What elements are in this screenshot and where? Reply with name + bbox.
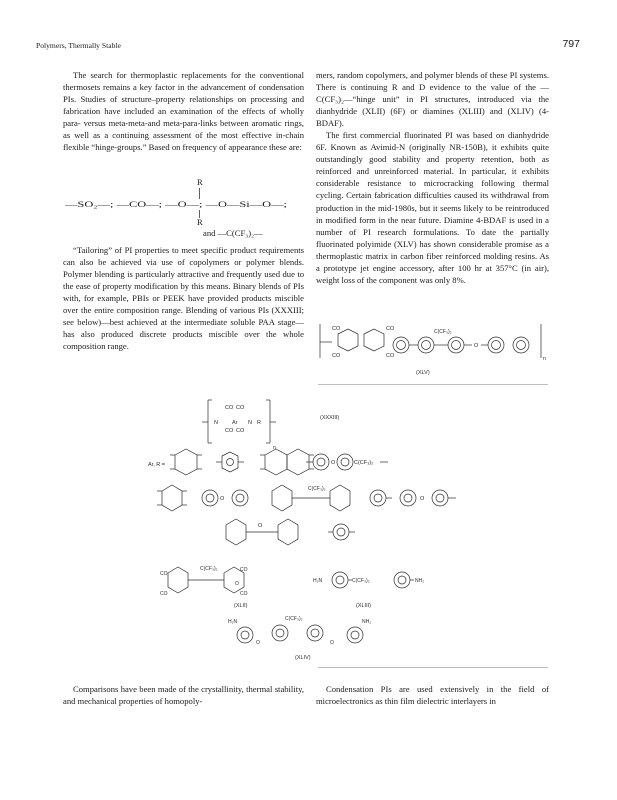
separator-top — [318, 384, 548, 385]
xlii-cf3: C(CF₃)₂ — [200, 566, 218, 572]
structure-xlv — [316, 316, 549, 378]
xlii-co-4: CO — [240, 591, 248, 597]
label-xxxiii: (XXXIII) — [320, 415, 340, 421]
formula-groups: —SO₂—; —CO—; —O—; —O—Si—O—; — [63, 199, 287, 209]
row2-o-2: O — [420, 496, 425, 502]
xlii-o: O — [235, 581, 239, 587]
ar-r-label: Ar, R = — [148, 462, 165, 468]
right-paragraph-1: mers, random copolymers, and polymer blends of these PI systems. There is continuing R and D evidence to the value of the —C(CF₃)₂—“hinge unit” in PI structures, introduced via the dianhydride (XLII) (6F) or diamines (XLIII) and (XLIV) (4-BDAF). — [316, 70, 549, 129]
xliv-o-2: O — [330, 640, 334, 646]
row2-o-1: O — [220, 496, 225, 502]
separator-bottom — [318, 667, 548, 668]
formula-r-top: R — [197, 177, 203, 187]
xliv-h2n: H₂N — [228, 619, 238, 625]
xlv-co-2: CO — [332, 353, 341, 359]
left-paragraph-1: The search for thermoplastic replacements for the conventional thermosets remains a key factor in the advancement of condensation PIs. Studies of structure–property relationships on processing and fabrication have included an examination of the effects of wholly para- versus meta-meta-and meta-para-links between aromatic rings, as well as a continuing assessment of the most effective in-chain flexible “hinge-groups.” Based on frequency of appearance these are: — [63, 70, 304, 153]
xlii-co-1: CO — [160, 571, 168, 577]
label-xliii: (XLIII) — [356, 603, 371, 609]
xxxiii-co-3: CO — [225, 428, 234, 434]
xlii-co-2: CO — [160, 591, 168, 597]
xxxiii-ar: Ar — [232, 420, 238, 426]
xxxiii-co-2: CO — [236, 405, 245, 411]
xliii-nh2: NH₂ — [415, 578, 425, 584]
xxxiii-n-left: N — [214, 420, 218, 426]
hinge-groups-formula — [63, 176, 304, 238]
bottom-right-text: Condensation PIs are used extensively in the field of microelectronics as thin film dielectric interlayers in — [316, 684, 549, 707]
xlv-subscript-n: n — [543, 356, 546, 362]
row1-cf3: C(CF₃)₂ — [354, 460, 374, 466]
xxxiii-r: R — [257, 420, 261, 426]
xlv-cf3: C(CF₃)₂ — [434, 329, 452, 335]
right-column — [316, 69, 549, 286]
xxxiii-n-right: N — [248, 420, 252, 426]
running-title: Polymers, Thermally Stable — [36, 41, 121, 50]
row1-o: O — [331, 460, 336, 466]
left-column-lower — [63, 244, 304, 352]
xlv-co-1: CO — [332, 326, 341, 332]
bottom-right — [316, 683, 549, 707]
bottom-left — [63, 683, 304, 707]
structures-figure — [130, 395, 490, 665]
xlii-co-3: CO — [240, 567, 248, 573]
formula-r-bottom: R — [197, 217, 203, 227]
xliv-nh2: NH₂ — [362, 619, 372, 625]
left-paragraph-2: “Tailoring” of PI properties to meet specific product requirements can also be achieved via use of copolymers or polymer blends. Polymer blending is particularly attractive and frequently used due to the ease of property modification by this means. Binary blends of PIs with, for example, PBIs or PEEK have provided products miscible over the entire composition range. Blending of various PIs (XXXIII; see below)—best achieved at the intermediate soluble PAA stage—has also produced discrete products miscible over the whole composition range. — [63, 245, 304, 352]
row3-o: O — [258, 523, 263, 529]
label-xlii: (XLII) — [234, 603, 248, 609]
xxxiii-co-4: CO — [236, 428, 245, 434]
xlv-o: O — [474, 343, 479, 349]
left-column — [63, 69, 304, 153]
xlv-label: (XLV) — [416, 370, 430, 376]
xlv-co-4: CO — [386, 353, 395, 359]
xliv-cf3: C(CF₃)₂ — [285, 616, 303, 622]
xliii-h2n: H₂N — [313, 578, 323, 584]
xliii-cf3: C(CF₃)₂ — [352, 578, 370, 584]
formula-and-cf3: and —C(CF₃)₂— — [203, 228, 263, 238]
xlv-co-3: CO — [386, 326, 395, 332]
xxxiii-co-1: CO — [225, 405, 234, 411]
right-paragraph-2: The first commercial fluorinated PI was based on dianhydride 6F. Known as Avimid-N (originally NR-150B), it exhibits quite outstandingly good stability and property retention, both as reinforced and unreinforced material. In particular, it exhibits considerable resistance to microcracking following thermal cycling. Certain fabrication difficulties caused its withdrawal from production in the mid-1980s, but it seems likely to be reintroduced in modified form in the near future. Diamine 4-BDAF is used in a number of PI research formulations. To date the partially fluorinated polyimide (XLV) has shown considerable promise as a thermoplastic matrix in carbon fiber reinforced molding resins. As a prototype jet engine accessory, after 100 hr at 357°C (in air), weight loss of the component was only 8%. — [316, 130, 549, 285]
label-xliv: (XLIV) — [295, 655, 311, 661]
row2-cf3: C(CF₃)₂ — [308, 486, 326, 492]
xliv-o-1: O — [256, 640, 260, 646]
bottom-left-text: Comparisons have been made of the crystallinity, thermal stability, and mechanical properties of homopoly- — [63, 684, 304, 707]
xxxiii-subscript-n: n — [273, 445, 276, 451]
page-number: 797 — [562, 38, 580, 50]
